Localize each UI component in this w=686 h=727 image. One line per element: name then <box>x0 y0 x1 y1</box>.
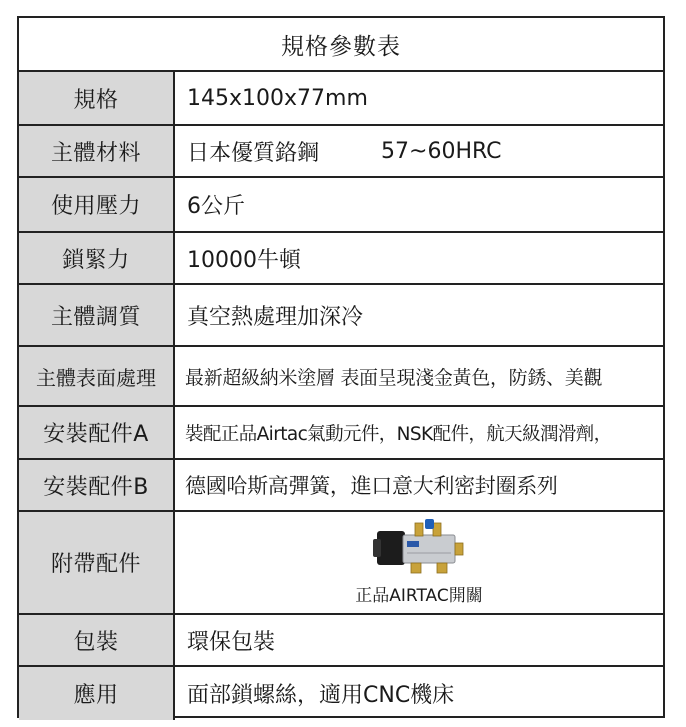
row-value: 真空熱處理加深冷 <box>187 304 364 330</box>
table-row <box>19 667 663 720</box>
row-label: 附帶配件 <box>19 512 175 613</box>
row-value <box>175 512 663 613</box>
row-label: 鎖緊力 <box>19 233 175 283</box>
table-title: 規格參數表 <box>19 18 663 72</box>
row-label: 安裝配件A <box>19 407 175 458</box>
hardness-text: 57~60HRC <box>381 138 502 164</box>
row-label: 主體調質 <box>19 285 175 345</box>
row-label: 安裝配件B <box>19 460 175 510</box>
table-row <box>19 615 663 667</box>
row-label: 使用壓力 <box>19 178 175 231</box>
material-text: 日本優質鉻鋼 <box>187 140 320 166</box>
row-label: 規格 <box>19 72 175 124</box>
row-value: 面部鎖螺絲，適用CNC機床 <box>187 683 455 708</box>
row-value: 145x100x77mm <box>187 85 368 111</box>
table-row <box>19 178 663 233</box>
table-row <box>19 72 663 126</box>
row-value: 環保包裝 <box>187 629 276 655</box>
table-row <box>19 347 663 407</box>
table-row <box>19 285 663 347</box>
row-value: 裝配正品Airtac氣動元件，NSK配件，航天級潤滑劑， <box>185 423 612 445</box>
row-label: 主體表面處理 <box>19 347 175 405</box>
table-row <box>19 126 663 178</box>
table-row <box>19 512 663 615</box>
row-label: 主體材料 <box>19 126 175 176</box>
row-value: 6公斤 <box>187 194 245 219</box>
table-row <box>19 233 663 285</box>
pneumatic-valve-image <box>371 519 467 579</box>
row-label: 包裝 <box>19 615 175 665</box>
accessory-caption: 正品AIRTAC開關 <box>355 586 483 606</box>
spec-table <box>17 16 665 718</box>
table-row <box>19 407 663 460</box>
row-value: 10000牛頓 <box>187 247 301 273</box>
table-row <box>19 460 663 512</box>
row-label: 應用 <box>19 667 175 720</box>
row-value: 德國哈斯高彈簧，進口意大利密封圈系列 <box>185 474 558 498</box>
row-value <box>175 126 663 176</box>
row-value: 最新超級納米塗層 表面呈現淺金黃色，防銹、美觀 <box>185 366 603 389</box>
